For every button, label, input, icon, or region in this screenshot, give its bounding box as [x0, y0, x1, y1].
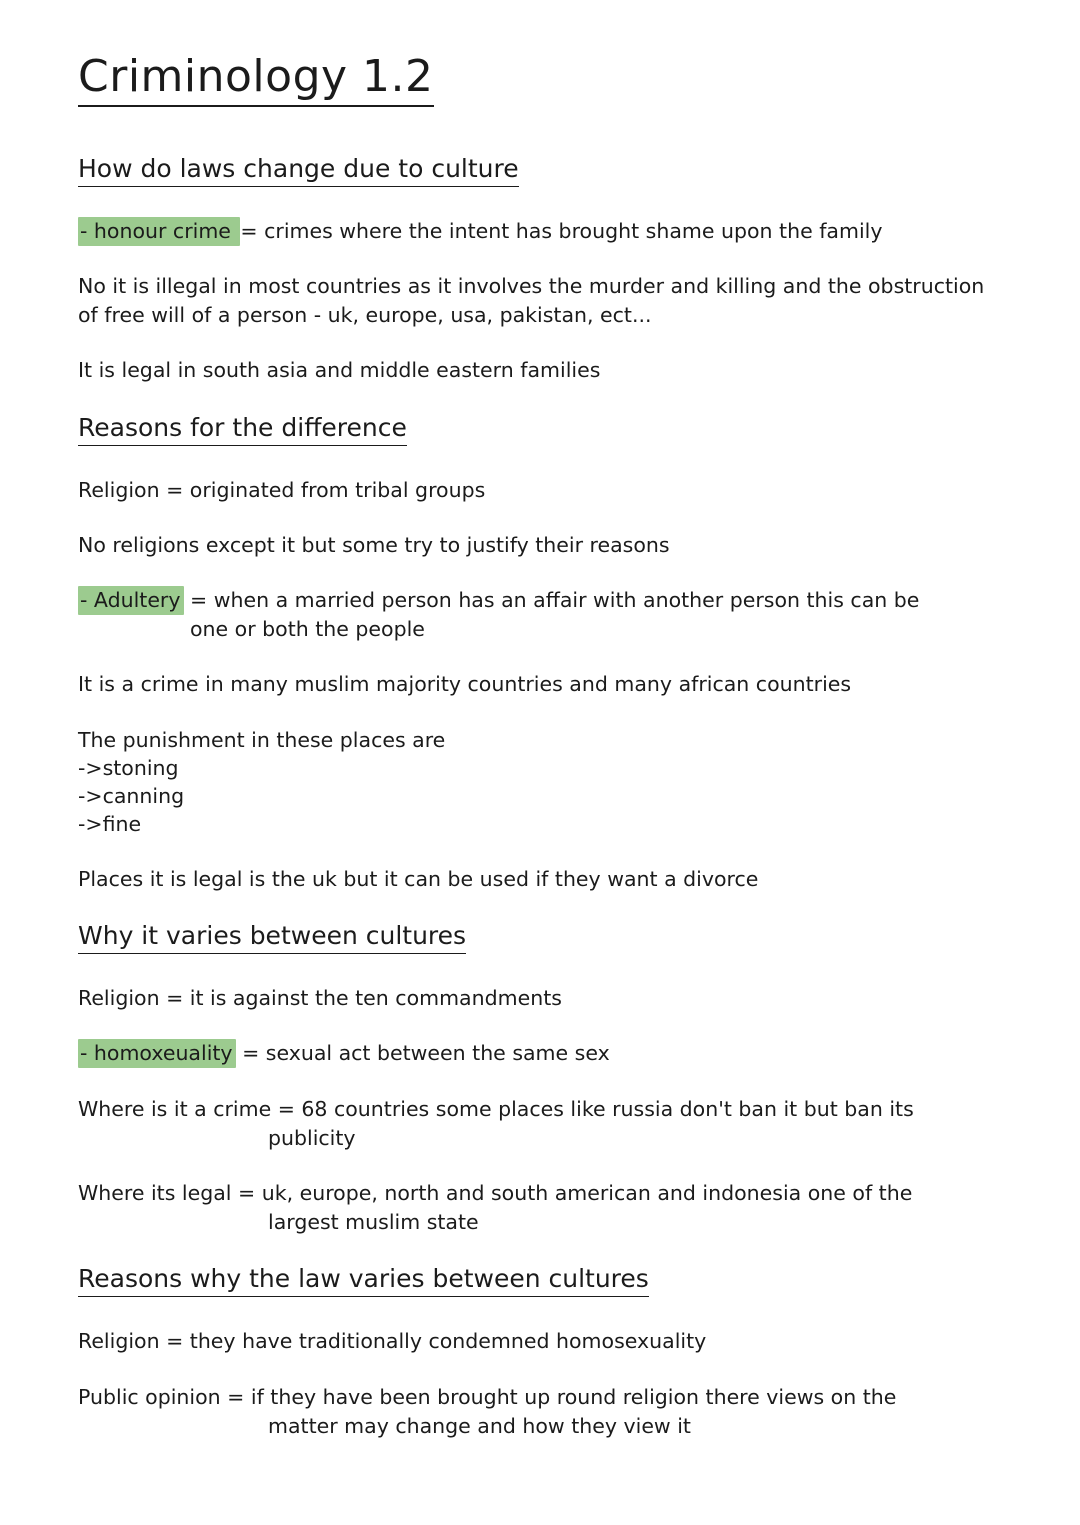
definition-honour-crime [78, 217, 1002, 246]
section-heading: Reasons why the law varies between cultures [78, 1263, 649, 1298]
paragraph [78, 1179, 1002, 1237]
punishment-list [78, 726, 1002, 839]
section-heading-wrap [78, 920, 1002, 985]
list-item: ->canning [78, 784, 185, 809]
definition-adultery [78, 586, 1002, 644]
paragraph: No religions except it but some try to justify their reasons [78, 533, 670, 558]
section-heading-wrap [78, 153, 1002, 218]
paragraph [78, 1095, 1002, 1153]
definition-homosexuality [78, 1039, 1002, 1068]
paragraph: Religion = they have traditionally condemned homosexuality [78, 1329, 707, 1354]
paragraph: Religion = originated from tribal groups [78, 478, 486, 503]
section-heading-wrap [78, 412, 1002, 477]
paragraph [78, 1383, 1002, 1441]
paragraph: Places it is legal is the uk but it can be used if they want a divorce [78, 866, 759, 891]
section-heading: How do laws change due to culture [78, 153, 519, 188]
definition-text: = when a married person has an affair with another person this can be [183, 588, 920, 613]
section-heading-wrap [78, 1263, 1002, 1328]
paragraph: No it is illegal in most countries as it involves the murder and killing and the obstruction of free will of a person - uk, europe, usa, pakistan, ect... [78, 274, 985, 328]
paragraph-text: Public opinion = if they have been brought up round religion there views on the [78, 1384, 897, 1409]
section-why-it-varies [78, 920, 1002, 1237]
list-item: ->fine [78, 812, 142, 837]
paragraph: It is legal in south asia and middle eastern families [78, 358, 601, 383]
paragraph: It is a crime in many muslim majority countries and many african countries [78, 672, 852, 697]
section-heading: Reasons for the difference [78, 412, 407, 447]
highlighted-term: - Adultery [78, 586, 184, 615]
paragraph-text: Where is it a crime = 68 countries some places like russia don't ban it but ban its [78, 1096, 914, 1121]
section-how-do-laws-change [78, 153, 1002, 386]
section-reasons-why-the-law-varies [78, 1263, 1002, 1441]
highlighted-term: - homoxeuality [78, 1039, 236, 1068]
definition-continuation: one or both the people [190, 617, 425, 642]
section-reasons-for-the-difference [78, 412, 1002, 894]
paragraph: Religion = it is against the ten commandments [78, 986, 562, 1011]
highlighted-term: - honour crime [78, 217, 240, 246]
definition-text: = sexual act between the same sex [235, 1041, 610, 1066]
page-title: Criminology 1.2 [78, 52, 434, 107]
section-heading: Why it varies between cultures [78, 920, 466, 955]
paragraph-continuation: matter may change and how they view it [268, 1413, 691, 1438]
paragraph-continuation: publicity [268, 1125, 356, 1150]
definition-text: = crimes where the intent has brought shame upon the family [240, 219, 883, 244]
paragraph-continuation: largest muslim state [268, 1209, 479, 1234]
list-item: ->stoning [78, 755, 179, 780]
paragraph-text: Where its legal = uk, europe, north and south american and indonesia one of the [78, 1180, 913, 1205]
list-item: The punishment in these places are [78, 727, 446, 752]
